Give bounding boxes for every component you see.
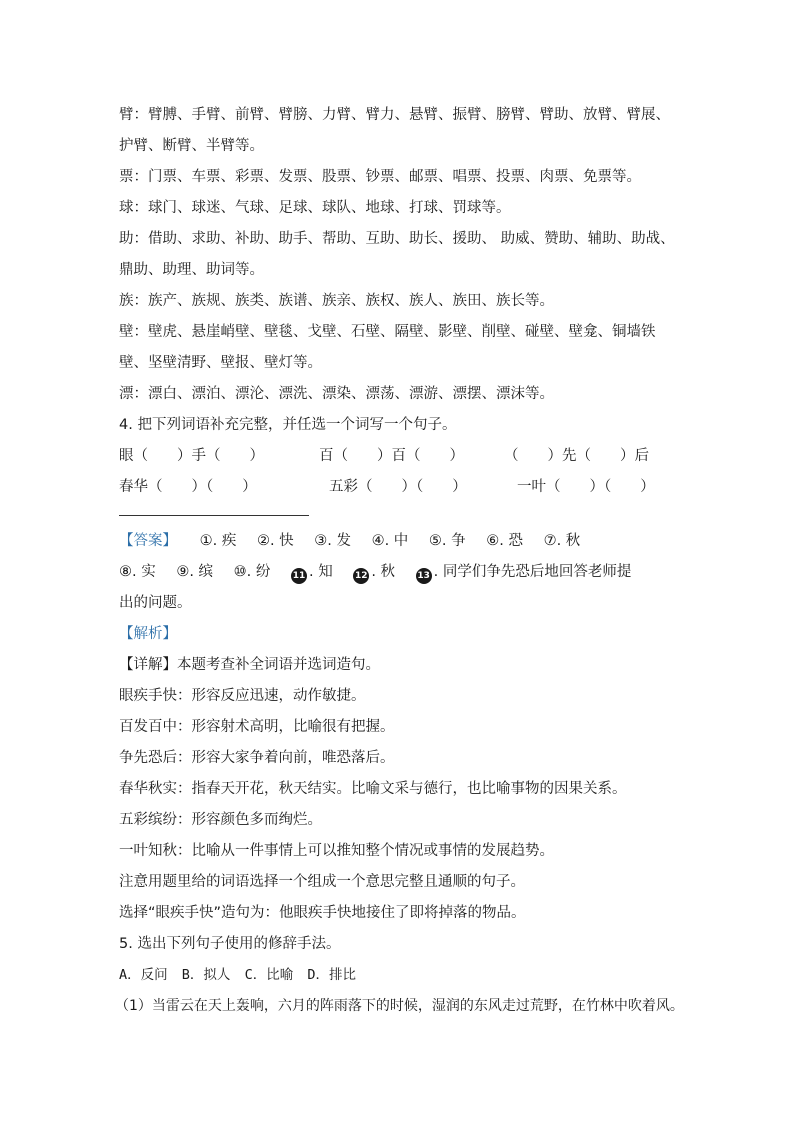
question-4-row-1 xyxy=(119,441,679,472)
word-group-zu: 族：族产、族规、族类、族谱、族亲、族权、族人、族田、族长等。 xyxy=(119,293,554,309)
answer-item: ③. 发 xyxy=(314,533,351,549)
answer-item: 12 . 秋 xyxy=(353,557,395,588)
analysis-line: 注意用题里给的词语选择一个组成一个意思完整且通顺的句子。 xyxy=(119,874,525,890)
answer-item: ⑥. 恐 xyxy=(486,533,523,549)
fill-blank-6: 一叶（ ）（ ） xyxy=(517,479,655,495)
analysis-line: 百发百中：形容射术高明，比喻很有把握。 xyxy=(119,719,395,735)
answer-item: ⑧. 实 xyxy=(119,564,156,580)
question-5-sentence-1: （1）当雷云在天上轰响，六月的阵雨落下的时候，湿润的东风走过荒野，在竹林中吹着风。 xyxy=(115,998,684,1014)
choice-c: C．比喻 xyxy=(244,967,294,983)
answer-item: ⑤. 争 xyxy=(428,533,466,549)
fill-blank-3: （ ）先（ ）后 xyxy=(504,448,649,464)
analysis-line: 眼疾手快：形容反应迅速，动作敏捷。 xyxy=(119,688,366,704)
choice-d: D．排比 xyxy=(307,967,356,983)
question-4-row-2 xyxy=(119,472,679,503)
word-group-bi-wall: 壁：壁虎、悬崖峭壁、壁毯、戈壁、石壁、隔壁、影壁、削壁、碰壁、壁龛、铜墙铁壁、坚壁清野、壁报、壁灯等。 xyxy=(119,324,656,371)
answer-item: ①. 疾 xyxy=(199,533,237,549)
analysis-line: 五彩缤纷：形容颜色多而绚烂。 xyxy=(119,812,322,828)
analysis-line: 春华秋实：指春天开花，秋天结实。比喻文采与德行，也比喻事物的因果关系。 xyxy=(119,781,627,797)
answer-item: ⑦. 秋 xyxy=(543,533,581,549)
analysis-line: 一叶知秋：比喻从一件事情上可以推知整个情况或事情的发展趋势。 xyxy=(119,843,554,859)
answer-line-2 xyxy=(119,557,679,588)
word-group-bi: 臂：臂膊、手臂、前臂、臂膀、力臂、臂力、悬臂、振臂、膀臂、臂助、放臂、臂展、护臂、断臂、半臂等。 xyxy=(119,107,670,154)
question-5-choices xyxy=(119,960,679,991)
answer-line-3: 出的问题。 xyxy=(119,595,192,611)
answer-item: ⑩. 纷 xyxy=(233,564,271,580)
answer-item: ⑨. 缤 xyxy=(176,564,214,580)
answer-item: ④. 中 xyxy=(371,533,409,549)
fill-blank-4: 春华（ ）（ ） xyxy=(119,479,257,495)
word-group-piao: 票：门票、车票、彩票、发票、股票、钞票、邮票、唱票、投票、肉票、免票等。 xyxy=(119,169,641,185)
fill-blank-1: 眼（ ）手（ ） xyxy=(119,448,264,464)
question-5-title: 5. 选出下列句子使用的修辞手法。 xyxy=(119,936,341,952)
choice-a: A．反问 xyxy=(119,967,168,983)
analysis-detail: 【详解】本题考查补全词语并选词造句。 xyxy=(119,657,380,673)
choice-b: B．拟人 xyxy=(181,967,231,983)
answer-tag: 【答案】 xyxy=(119,533,177,549)
answer-item: 11 . 知 xyxy=(291,557,333,588)
analysis-tag: 【解析】 xyxy=(119,626,177,642)
word-group-zhu: 助：借助、求助、补助、助手、帮助、互助、助长、援助、 助威、赞助、辅助、助战、 鼎助、助理、助词等。 xyxy=(119,231,675,278)
analysis-line: 选择“眼疾手快”造句为：他眼疾手快地接住了即将掉落的物品。 xyxy=(119,905,526,921)
answer-item: 13 . 同学们争先恐后地回答老师提 xyxy=(416,557,632,588)
word-group-piao-float: 漂：漂白、漂泊、漂沦、漂洗、漂染、漂荡、漂游、漂摆、漂沫等。 xyxy=(119,386,554,402)
question-4-title: 4. 把下列词语补充完整，并任选一个词写一个句子。 xyxy=(119,417,457,433)
answer-item: ②. 快 xyxy=(256,533,294,549)
section-divider xyxy=(119,515,309,516)
word-group-qiu: 球：球门、球迷、气球、足球、球队、地球、打球、罚球等。 xyxy=(119,200,511,216)
analysis-line: 争先恐后：形容大家争着向前，唯恐落后。 xyxy=(119,750,395,766)
answer-line-1 xyxy=(119,526,679,557)
fill-blank-5: 五彩（ ）（ ） xyxy=(329,479,467,495)
fill-blank-2: 百（ ）百（ ） xyxy=(319,448,464,464)
document-content xyxy=(115,100,684,1022)
